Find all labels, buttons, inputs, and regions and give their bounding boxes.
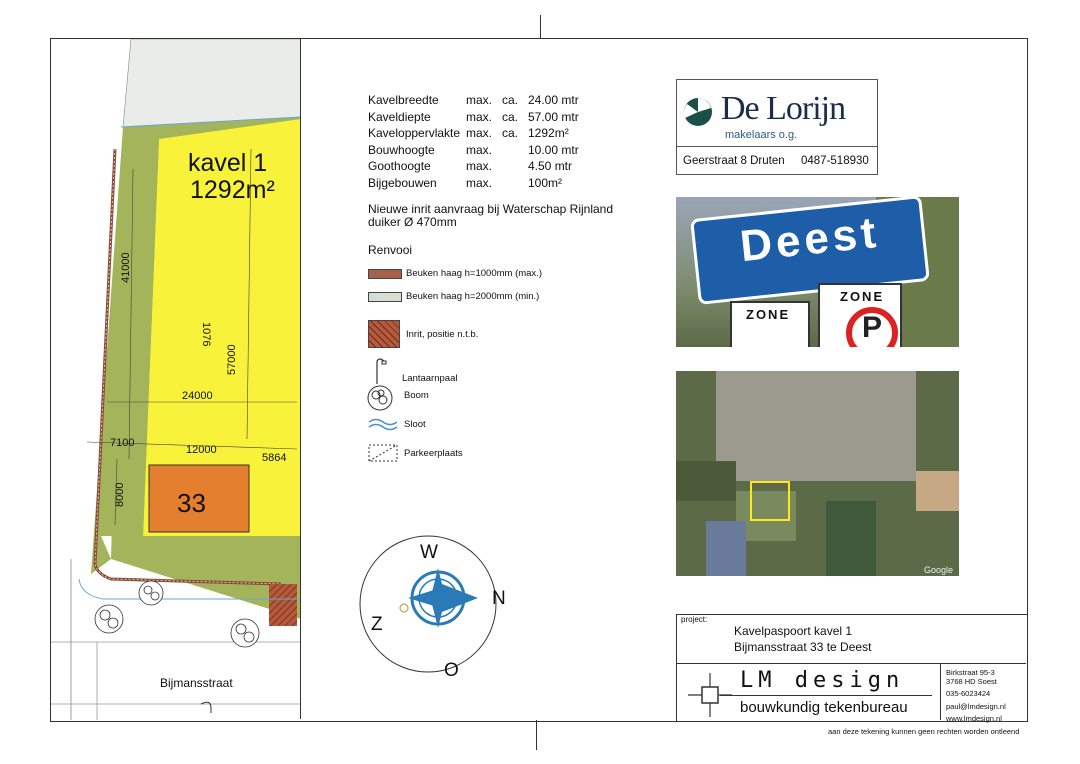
town-sign-photo (676, 197, 959, 347)
spec-row: Bouwhoogte max. 10.00 mtr (368, 142, 579, 157)
dim-41000: 41000 (120, 252, 132, 283)
dim-8000: 8000 (114, 482, 126, 507)
legend-hedge-1 (368, 268, 542, 279)
top-plot (123, 39, 301, 127)
street-name: Bijmansstraat (160, 676, 233, 690)
note-line-2: duiker Ø 470mm (368, 215, 457, 229)
legend-title: Renvooi (368, 243, 413, 257)
compass-east: O (444, 660, 459, 681)
agent-subtitle: makelaars o.g. (725, 129, 798, 141)
lot-area: 1292m² (190, 176, 275, 204)
legend-ditch (368, 417, 426, 431)
agent-phone: 0487-518930 (801, 155, 869, 167)
note-line-1: Nieuwe inrit aanvraag bij Waterschap Rijnland (368, 202, 614, 216)
legend-parking (368, 444, 463, 462)
agent-divider (677, 146, 877, 147)
agent-address: Geerstraat 8 Druten (683, 155, 785, 167)
legend-label: Lantaarnpaal (402, 372, 458, 384)
aerial-photo (676, 371, 959, 576)
hedge-grey-swatch (368, 292, 402, 302)
selected-plot-marker (750, 481, 790, 521)
firm-email: paul@lmdesign.nl (946, 702, 1006, 711)
legend-label: Beuken haag h=1000mm (max.) (406, 268, 542, 279)
town-area (716, 371, 916, 481)
sign-text: Deest (737, 207, 882, 272)
field-3 (826, 501, 876, 576)
parking-icon (368, 444, 398, 462)
firm-phone: 035-6023424 (946, 689, 991, 698)
field-5 (706, 521, 746, 576)
project-line-2: Bijmansstraat 33 te Deest (734, 640, 872, 654)
dim-57000: 57000 (226, 344, 238, 375)
field-1 (676, 461, 736, 501)
plan-divider (300, 39, 301, 719)
legend-driveway (368, 320, 478, 348)
spec-table (368, 92, 579, 191)
firm-address-2: 3768 HD Soest (946, 677, 997, 686)
legend-tree (366, 384, 429, 412)
aerial-watermark: Google (924, 565, 954, 575)
project-line-1: Kavelpaspoort kavel 1 (734, 624, 853, 638)
wave-icon (368, 417, 398, 431)
zone-left-text: ZONE (746, 307, 791, 322)
firm-web: www.lmdesign.nl (946, 714, 1002, 723)
legend-label: Sloot (404, 418, 426, 430)
dim-12000: 12000 (186, 444, 217, 456)
title-divider (676, 663, 1026, 664)
hedge-brown-swatch (368, 269, 402, 279)
delorijn-logo-icon (683, 96, 713, 128)
field-4 (916, 471, 959, 511)
tree-icon (366, 384, 394, 412)
spec-row: Kavelbreedte max. ca. 24.00 mtr (368, 93, 579, 107)
dim-24000: 24000 (182, 390, 213, 402)
legend-label: Beuken haag h=2000mm (min.) (406, 291, 540, 302)
zone-right-text: ZONE (840, 289, 885, 304)
parking-letter: P (862, 311, 883, 344)
top-tick (540, 15, 541, 39)
dim-5864: 5864 (262, 452, 287, 464)
lamp-icon (372, 358, 388, 384)
driveway (269, 584, 297, 626)
site-plan (51, 39, 301, 720)
driveway-hatch-swatch (368, 320, 400, 348)
agent-brand: De Lorijn (721, 90, 846, 127)
compass-south: Z (371, 614, 383, 635)
firm-name: LM design (740, 668, 905, 693)
disclaimer: aan deze tekening kunnen geen rechten worden ontleend (828, 727, 1020, 736)
spec-row: Bijgebouwen max. 100m² (368, 175, 563, 190)
legend-hedge-2 (368, 291, 539, 302)
firm-rule (720, 695, 932, 696)
compass-west: W (420, 542, 438, 563)
spec-row: Kaveloppervlakte max. ca. 1292m² (368, 126, 569, 140)
lot-title: kavel 1 (188, 149, 268, 177)
house-number: 33 (177, 488, 206, 518)
firm-tagline: bouwkundig tekenbureau (740, 699, 908, 716)
legend-label: Boom (404, 389, 429, 401)
spec-row: Kaveldiepte max. ca. 57.00 mtr (368, 109, 579, 124)
spec-row: Goothoogte max. 4.50 mtr (368, 159, 573, 173)
firm-address-1: Birkstraat 95-3 (946, 668, 995, 677)
legend-label: Inrit, positie n.t.b. (406, 328, 479, 340)
dim-7100: 7100 (110, 437, 135, 449)
legend-lamp (372, 358, 457, 384)
dim-1076: 1076 (200, 322, 212, 347)
agent-logo-box (676, 79, 878, 175)
compass-north: N (492, 588, 506, 609)
legend-label: Parkeerplaats (404, 447, 463, 459)
project-label: project: (681, 615, 708, 624)
contact-divider (940, 664, 941, 720)
bottom-tick (536, 720, 537, 750)
